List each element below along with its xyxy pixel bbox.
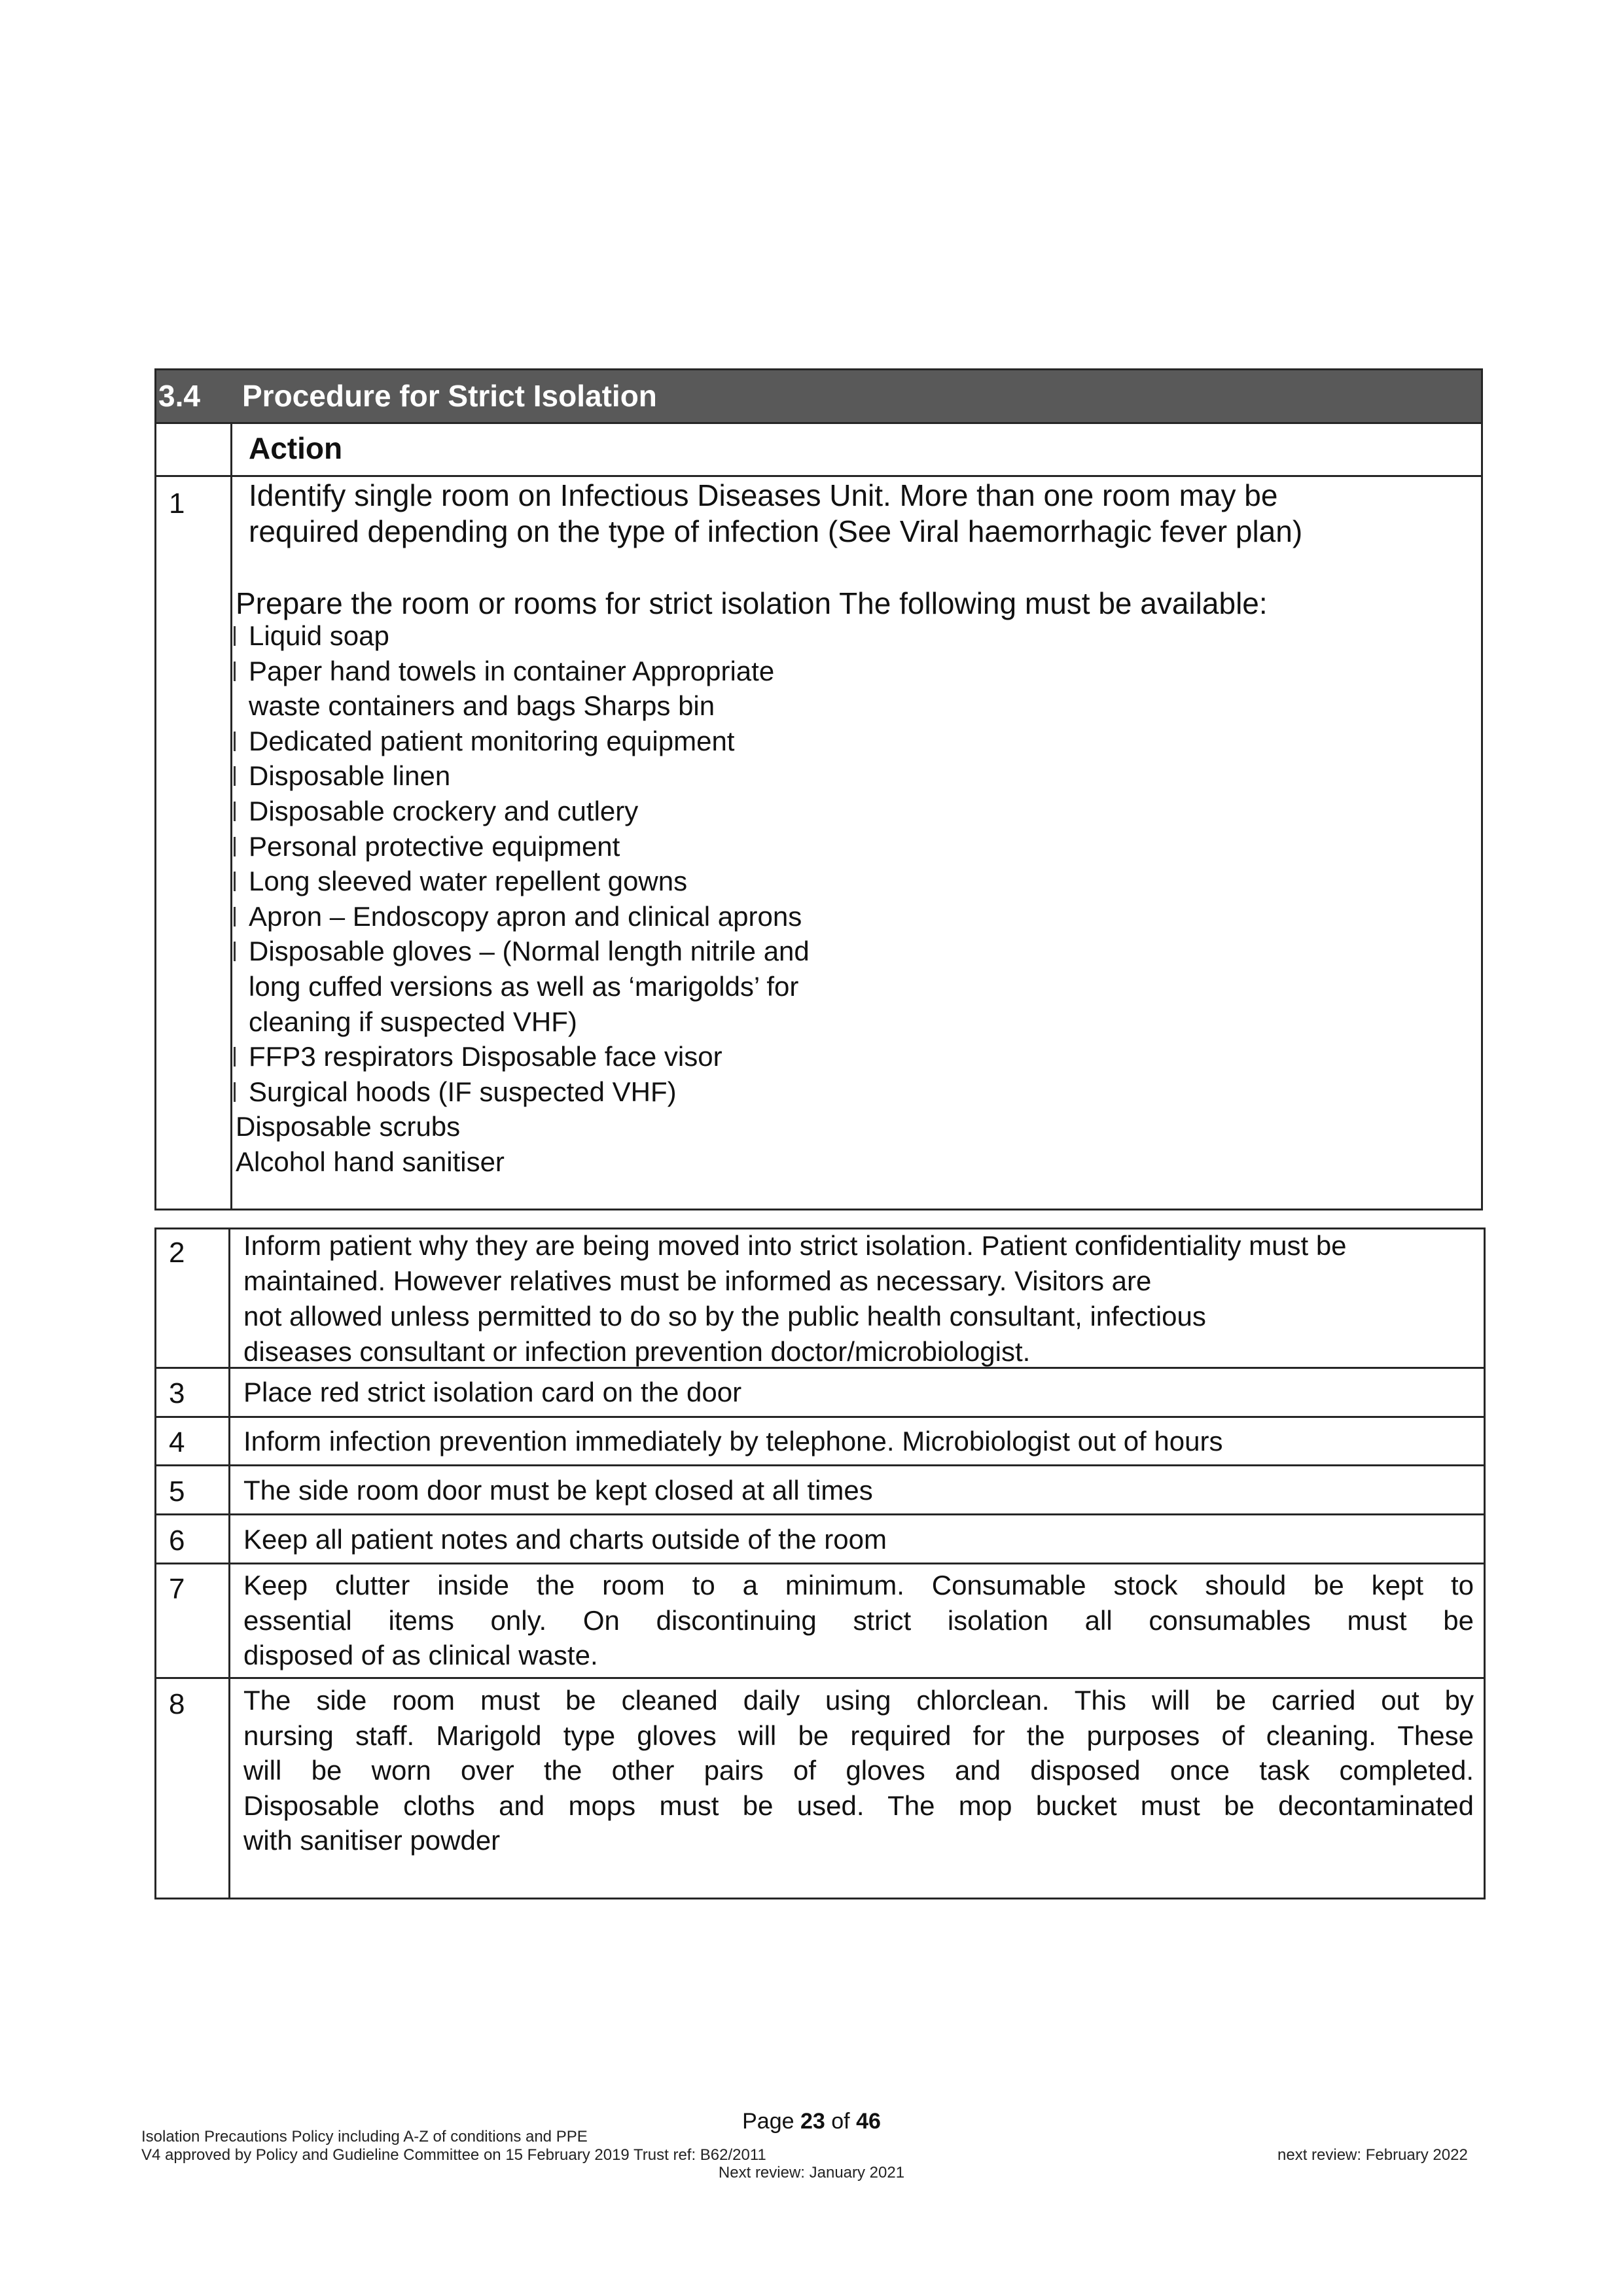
list-item: long cuffed versions as well as ‘marigolds’ for: [249, 970, 799, 1002]
footer-doc-title: Isolation Precautions Policy including A-Z of conditions and PPE: [141, 2128, 588, 2146]
list-item: Surgical hoods (IF suspected VHF): [236, 1074, 810, 1110]
list-item: Liquid soap: [236, 618, 810, 654]
required-items-list: [236, 618, 810, 1180]
step-line: not allowed unless permitted to do so by the public health consultant, infectious: [243, 1301, 1206, 1332]
list-item: Disposable gloves – (Normal length nitrile and: [236, 934, 810, 969]
step-text: The side room door must be kept closed at all times: [243, 1475, 873, 1506]
prepare-statement: Prepare the room or rooms for strict isolation The following must be available:: [236, 586, 1268, 620]
footer-approval: V4 approved by Policy and Gudieline Committee on 15 February 2019 Trust ref: B62/2011: [141, 2146, 766, 2164]
list-item: Long sleeved water repellent gowns: [236, 864, 810, 899]
section-title: Procedure for Strict Isolation: [242, 379, 657, 413]
list-item: Personal protective equipment: [236, 829, 810, 864]
step-line: diseases consultant or infection prevention doctor/microbiologist.: [243, 1336, 1031, 1367]
step-line: Inform patient why they are being moved into strict isolation. Patient confidentiality must be: [243, 1230, 1347, 1261]
step-text: Keep all patient notes and charts outside of the room: [243, 1524, 887, 1555]
footer-next-review-right: next review: February 2022: [1277, 2146, 1468, 2164]
list-item: Disposable scrubs: [236, 1111, 461, 1142]
list-item: FFP3 respirators Disposable face visor: [236, 1039, 810, 1074]
step-number: 1: [169, 487, 185, 520]
list-item: Apron – Endoscopy apron and clinical aprons: [236, 899, 810, 934]
list-item: waste containers and bags Sharps bin: [249, 690, 715, 722]
section-header: [154, 368, 1483, 424]
footer-next-review: Next review: January 2021: [718, 2164, 905, 2181]
list-item: Dedicated patient monitoring equipment: [236, 724, 810, 759]
step1-line: required depending on the type of infection (See Viral haemorrhagic fever plan): [249, 514, 1303, 548]
step1-line: Identify single room on Infectious Diseases Unit. More than one room may be: [249, 478, 1278, 512]
step-paragraph: The side room must be cleaned daily using chlorclean. This will be carried out by nursing staff. Marigold type gloves will be required for the purposes of cleaning. These will be worn over the other pairs of gloves and disposed once task completed. Disposable cloths and mops must be used. The mop bucket must be decontaminated with sanitiser powder: [243, 1685, 1474, 1856]
step-text: Inform infection prevention immediately by telephone. Microbiologist out of hours: [243, 1426, 1223, 1457]
step-text: Place red strict isolation card on the door: [243, 1377, 742, 1407]
step-number: 5: [169, 1475, 185, 1508]
step-paragraph: Keep clutter inside the room to a minimum. Consumable stock should be kept to essential items only. On discontinuing strict isolation all consumables must be disposed of as clinical waste.: [243, 1570, 1474, 1670]
step-number: 6: [169, 1525, 185, 1557]
step-number: 8: [169, 1688, 185, 1720]
section-number: 3.4: [158, 379, 200, 413]
step-number: 7: [169, 1573, 185, 1605]
action-column-label: Action: [249, 431, 343, 465]
list-item: Disposable linen: [236, 758, 810, 794]
list-item: Disposable crockery and cutlery: [236, 794, 810, 829]
step-line: maintained. However relatives must be informed as necessary. Visitors are: [243, 1265, 1152, 1296]
list-item: Alcohol hand sanitiser: [236, 1146, 505, 1177]
step-number: 2: [169, 1237, 185, 1269]
step-number: 4: [169, 1426, 185, 1458]
step-number: 3: [169, 1377, 185, 1409]
page-number: Page 23 of 46: [742, 2109, 881, 2134]
list-item: Paper hand towels in container Appropriate: [236, 654, 810, 689]
list-item: cleaning if suspected VHF): [249, 1006, 577, 1037]
